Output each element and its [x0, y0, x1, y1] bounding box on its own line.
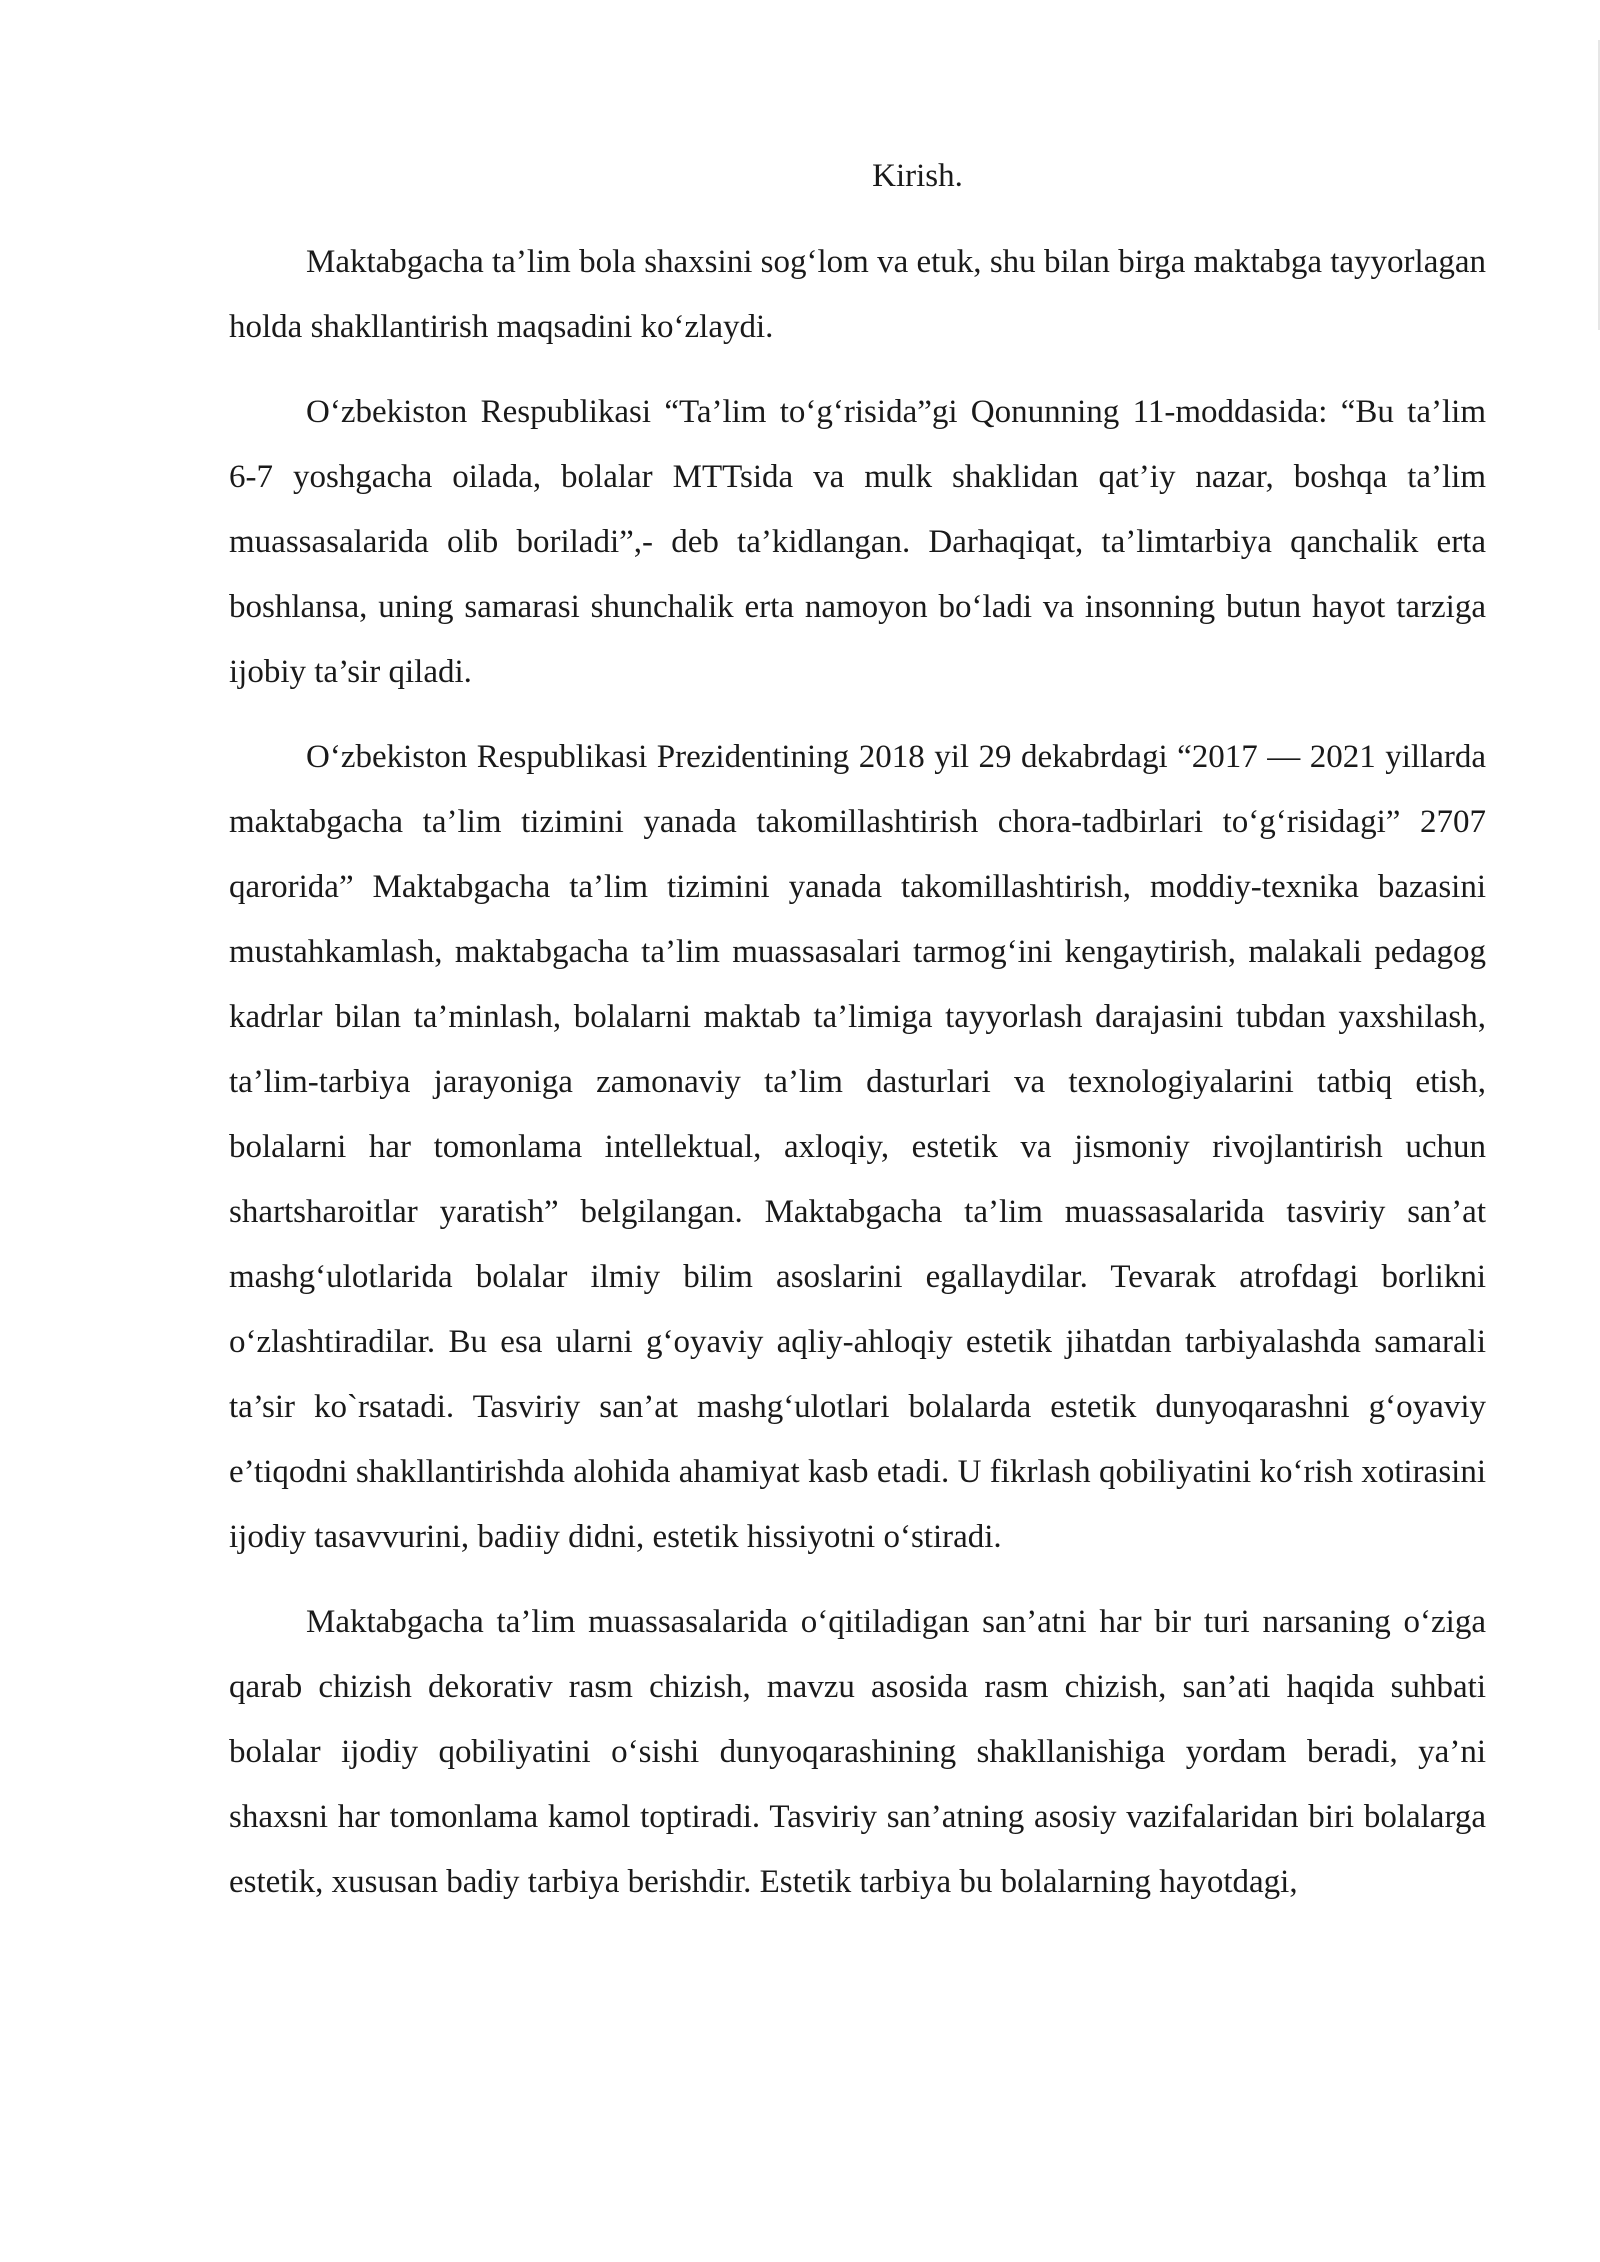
paragraph-2: O‘zbekiston Respublikasi “Ta’lim to‘g‘risida”gi Qonunning 11-moddasida: “Bu ta’lim 6-7 yoshgacha oilada, bolalar MTTsida va mulk shaklidan qat’iy nazar, boshqa ta’lim muassasalarida olib boriladi”,- deb ta’kidlangan. Darhaqiqat, ta’limtarbiya qanchalik erta boshlansa, uning samarasi shunchalik erta namoyon bo‘ladi va insonning butun hayot tarziga ijobiy ta’sir qiladi.	[229, 394, 1486, 690]
document-body	[229, 146, 1486, 1935]
paragraph-3: O‘zbekiston Respublikasi Prezidentining 2018 yil 29 dekabrdagi “2017 — 2021 yillarda maktabgacha ta’lim tizimini yanada takomillashtirish chora-tadbirlari to‘g‘risidagi” 2707 qarorida” Maktabgacha ta’lim tizimini yanada takomillashtirish, moddiy-texnika bazasini mustahkamlash, maktabgacha ta’lim muassasalari tarmog‘ini kengaytirish, malakali pedagog kadrlar bilan ta’minlash, bolalarni maktab ta’limiga tayyorlash darajasini tubdan yaxshilash, ta’lim-tarbiya jarayoniga zamonaviy ta’lim dasturlari va texnologiyalarini tatbiq etish, bolalarni har tomonlama intellektual, axloqiy, estetik va jismoniy rivojlantirish uchun shartsharoitlar yaratish” belgilangan. Maktabgacha ta’lim muassasalarida tasviriy san’at mashg‘ulotlarida bolalar ilmiy bilim asoslarini egallaydilar. Tevarak atrofdagi borlikni o‘zlashtiradilar. Bu esa ularni g‘oyaviy aqliy-ahloqiy estetik jihatdan tarbiyalashda samarali ta’sir ko`rsatadi. Tasviriy san’at mashg‘ulotlari bolalarda estetik dunyoqarashni g‘oyaviy e’tiqodni shakllantirishda alohida ahamiyat kasb etadi. U fikrlash qobiliyatini ko‘rish xotirasini ijodiy tasavvurini, badiiy didni, estetik hissiyotni o‘stiradi.	[229, 739, 1486, 1555]
paragraph-1: Maktabgacha ta’lim bola shaxsini sog‘lom va etuk, shu bilan birga maktabga tayyorlagan holda shakllantirish maqsadini ko‘zlaydi.	[229, 244, 1486, 345]
paragraph-4: Maktabgacha ta’lim muassasalarida o‘qitiladigan san’atni har bir turi narsaning o‘ziga qarab chizish dekorativ rasm chizish, mavzu asosida rasm chizish, san’ati haqida suhbati bolalar ijodiy qobiliyatini o‘sishi dunyoqarashining shakllanishiga yordam beradi, ya’ni shaxsni har tomonlama kamol toptiradi. Tasviriy san’atning asosiy vazifalaridan biri bolalarga estetik, xususan badiy tarbiya berishdir. Estetik tarbiya bu bolalarning hayotdagi,	[229, 1604, 1486, 1900]
section-title: Kirish.	[872, 158, 963, 194]
